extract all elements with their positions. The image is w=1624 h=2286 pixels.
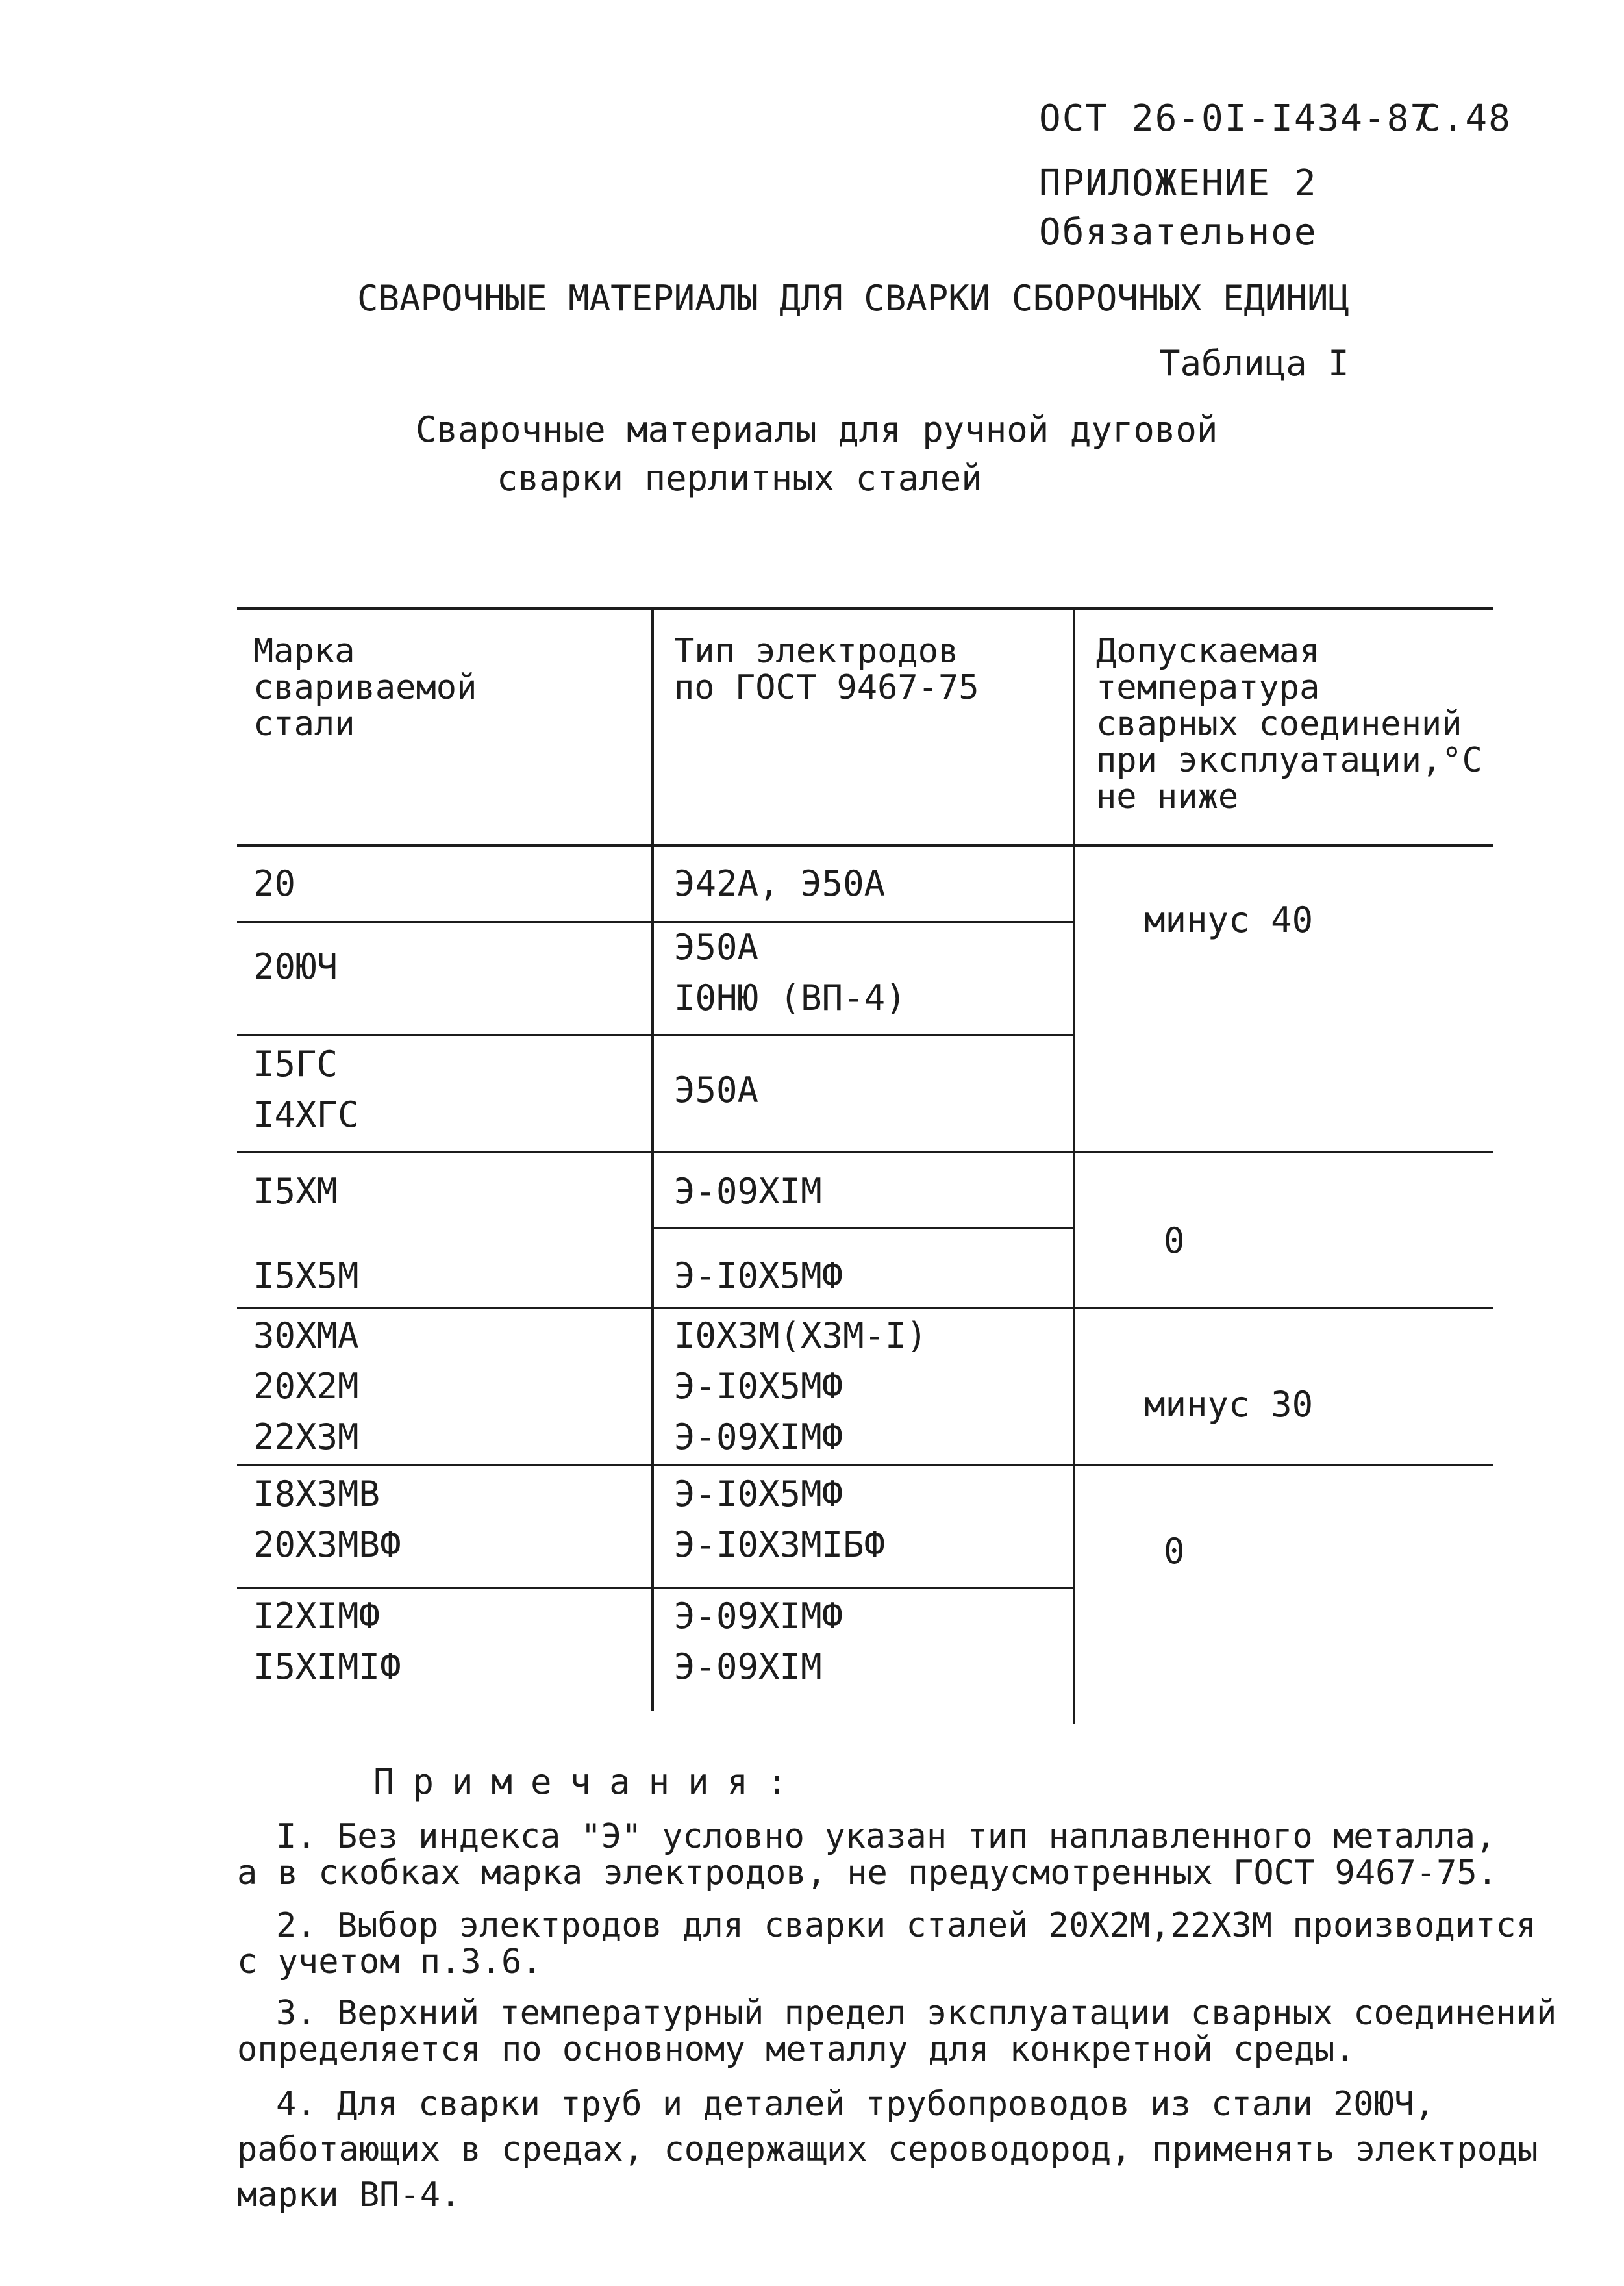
column-header-electrode-type: Тип электродов по ГОСТ 9467-75 [674, 632, 979, 707]
note-item-4: 4. Для сварки труб и деталей трубопроводов из стали 20ЮЧ, работающих в средах, содержащих сероводород, применять электроды марки ВП-4. [237, 2085, 1538, 2215]
note-item-3: 3. Верхний температурный предел эксплуатации сварных соединений определяется по основному металлу для конкретной среды. [237, 1994, 1557, 2069]
electrode-cell: Э-I0Х5МФ [674, 1255, 843, 1296]
header-bottom-rule [237, 844, 1493, 847]
steel-grade-cell: 20 [253, 863, 296, 904]
table-label: Таблица I [1159, 343, 1349, 384]
electrode-cell: Э-09ХIМ [674, 1171, 822, 1212]
column-divider-1 [651, 607, 654, 1711]
note-item-1: I. Без индекса "Э" условно указан тип наплавленного металла, а в скобках марка электродов, не предусмотренных ГОСТ 9467-75. [237, 1817, 1498, 1892]
table-caption-line-1: Сварочные материалы для ручной дуговой [416, 409, 1218, 450]
temperature-cell: минус 30 [1144, 1384, 1314, 1425]
row-rule [237, 921, 1075, 923]
electrode-cell: Э-09ХIМФ Э-09ХIМ [674, 1596, 843, 1687]
column-header-steel-grade: Марка свариваемой стали [253, 632, 477, 744]
electrode-cell: Э-I0Х5МФ Э-I0Х3МIБФ [674, 1474, 886, 1565]
steel-grade-cell: 30ХМА 20Х2М 22Х3М [253, 1315, 359, 1457]
temperature-cell: 0 [1164, 1220, 1185, 1261]
column-header-temperature: Допускаемая температура сварных соединений при эксплуатации,°С не ниже [1096, 632, 1482, 816]
table-top-rule [237, 607, 1493, 610]
notes-heading: Примечания: [373, 1761, 806, 1802]
column-divider-2 [1073, 607, 1075, 1724]
steel-grade-cell: I5Х5М [253, 1255, 359, 1296]
page-number: С.48 [1419, 97, 1512, 140]
steel-grade-cell: I5ГС I4ХГС [253, 1044, 359, 1135]
temperature-cell: 0 [1164, 1531, 1185, 1572]
steel-grade-cell: 20ЮЧ [253, 946, 338, 987]
row-rule [237, 1034, 1075, 1036]
document-code: ОСТ 26-0I-I434-87 [1039, 97, 1434, 140]
electrode-cell: I0Х3М(Х3М-I) Э-I0Х5МФ Э-09ХIМФ [674, 1315, 928, 1457]
note-item-2: 2. Выбор электродов для сварки сталей 20Х2М,22Х3М производится с учетом п.3.6. [237, 1906, 1537, 1981]
table-caption-line-2: сварки перлитных сталей [497, 458, 982, 499]
row-rule [651, 1227, 1073, 1229]
row-rule [237, 1307, 1493, 1309]
page-title: СВАРОЧНЫЕ МАТЕРИАЛЫ ДЛЯ СВАРКИ СБОРОЧНЫХ ЕДИНИЦ [357, 278, 1350, 319]
electrode-cell: Э50А I0НЮ (ВП-4) [674, 927, 906, 1018]
mandatory-label: Обязательное [1039, 211, 1318, 253]
steel-grade-cell: I2ХIМФ I5ХIМIФ [253, 1596, 401, 1687]
row-rule [237, 1464, 1493, 1466]
electrode-cell: Э50А [674, 1070, 759, 1111]
row-rule [237, 1151, 1493, 1153]
row-rule [237, 1587, 1075, 1589]
steel-grade-cell: I8Х3МВ 20Х3МВФ [253, 1474, 401, 1565]
appendix-label: ПРИЛОЖЕНИЕ 2 [1039, 162, 1318, 205]
temperature-cell: минус 40 [1144, 899, 1314, 940]
steel-grade-cell: I5ХМ [253, 1171, 338, 1212]
electrode-cell: Э42А, Э50А [674, 863, 886, 904]
